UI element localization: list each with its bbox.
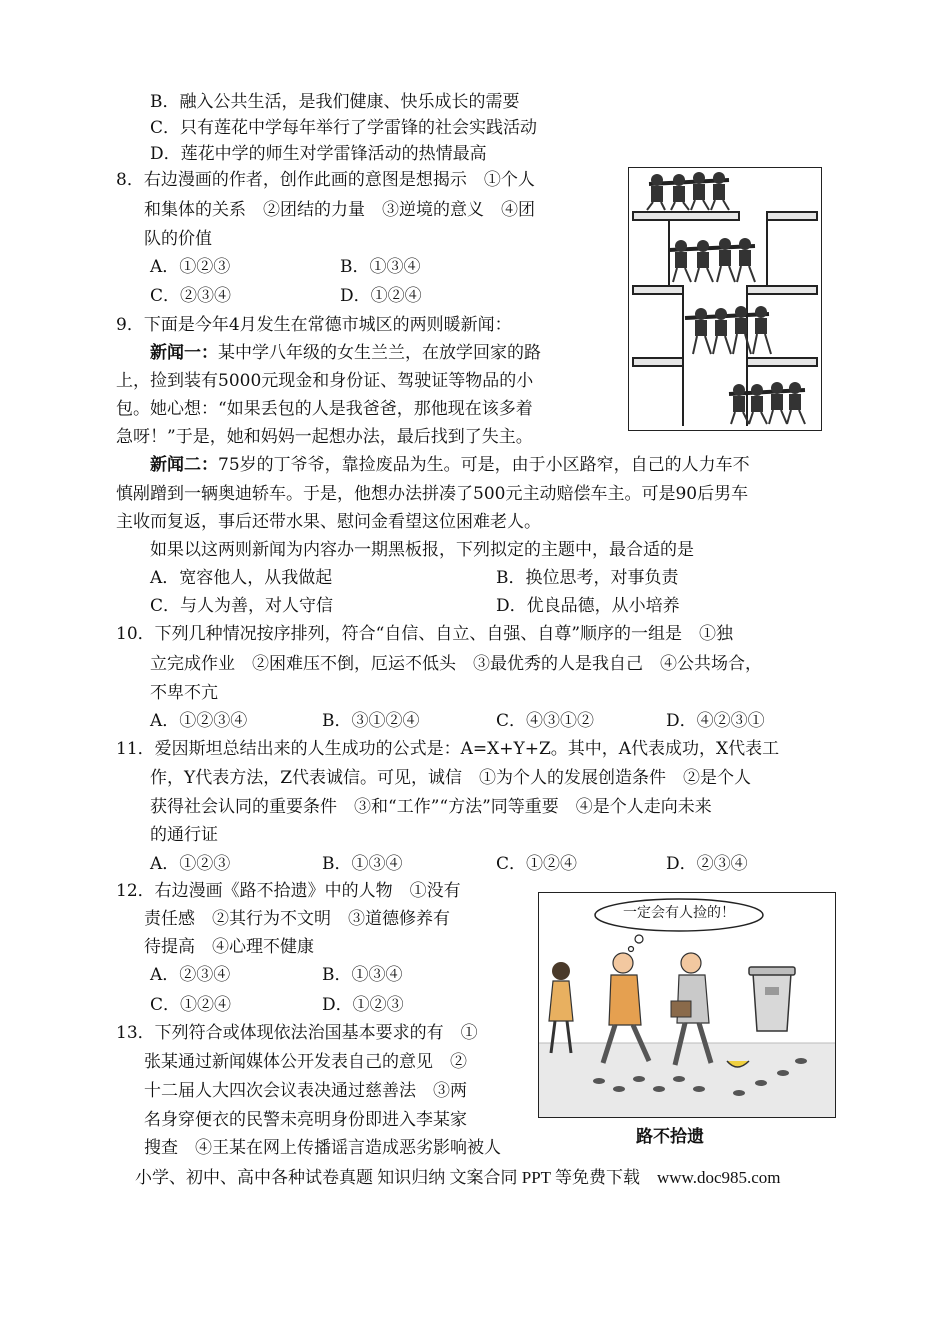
q8-option-a: A．①②③ — [150, 257, 231, 277]
q9-option-c: C．与人为善，对人守信 — [150, 596, 334, 616]
q7-option-b: B．融入公共生活，是我们健康、快乐成长的需要 — [150, 92, 520, 112]
q12-option-c: C．①②④ — [150, 995, 232, 1015]
q9-news2-line2: 慎剐蹭到一辆奥迪轿车。于是，他想办法拼凑了500元主动赔偿车主。可是90后男车 — [116, 484, 749, 504]
q9-news1-line3: 包。她心想：“如果丢包的人是我爸爸，那他现在该多着 — [116, 399, 533, 419]
q10-option-b: B．③①②④ — [322, 711, 420, 731]
q11-option-c: C．①②④ — [496, 854, 578, 874]
q9-news1-line1 — [150, 340, 541, 366]
q13-stem-line4: 名身穿便衣的民警未亮明身份即进入李某家 — [144, 1110, 467, 1130]
q8-option-b: B．①③④ — [340, 257, 421, 277]
q9-news2-line3: 主收而复返，事后还带水果、慰问金看望这位困难老人。 — [116, 512, 541, 532]
q8-stem-line1: 8．右边漫画的作者，创作此画的意图是想揭示 ①个人 — [116, 170, 535, 190]
q13-stem-line1: 13．下列符合或体现依法治国基本要求的有 ① — [116, 1023, 478, 1043]
q9-news1-line4: 急呀！”于是，她和妈妈一起想办法，最后找到了失主。 — [116, 427, 533, 447]
q11-stem-line3: 获得社会认同的重要条件 ③和“工作”“方法”同等重要 ④是个人走向未来 — [150, 797, 712, 817]
q10-stem-line1: 10．下列几种情况按序排列，符合“自信、自立、自强、自尊”顺序的一组是 ①独 — [116, 624, 734, 644]
q13-stem-line2: 张某通过新闻媒体公开发表自己的意见 ② — [144, 1052, 467, 1072]
q11-option-a: A．①②③ — [150, 854, 231, 874]
page-footer: 小学、初中、高中各种试卷真题 知识归纳 文案合同 PPT 等免费下载 www.doc985.com — [135, 1168, 781, 1187]
q9-news1-line2: 上，捡到装有5000元现金和身份证、驾驶证等物品的小 — [116, 371, 534, 391]
q7-option-c: C．只有莲花中学每年举行了学雷锋的社会实践活动 — [150, 118, 538, 138]
lubushiyi-cartoon — [538, 892, 836, 1118]
q9-news1-label: 新闻一： — [150, 343, 218, 363]
q11-stem-line2: 作，Y代表方法，Z代表诚信。可见，诚信 ①为个人的发展创造条件 ②是个人 — [150, 768, 752, 788]
q7-option-d: D．莲花中学的师生对学雷锋活动的热情最高 — [150, 144, 487, 164]
q10-option-a: A．①②③④ — [150, 711, 248, 731]
q8-stem-line2: 和集体的关系 ②团结的力量 ③逆境的意义 ④团 — [144, 200, 535, 220]
lubushiyi-cartoon-drawing — [539, 893, 835, 1117]
q10-stem-line3: 不卑不亢 — [150, 683, 218, 703]
q9-option-d: D．优良品德，从小培养 — [496, 596, 680, 616]
q12-option-a: A．②③④ — [150, 965, 231, 985]
q10-option-c: C．④③①② — [496, 711, 595, 731]
q12-stem-line3: 待提高 ④心理不健康 — [144, 937, 314, 957]
q13-stem-line5: 搜查 ④王某在网上传播谣言造成恶劣影响被人 — [144, 1138, 501, 1158]
q11-stem-line1: 11．爱因斯坦总结出来的人生成功的公式是：A=X+Y+Z。其中，A代表成功，X代表工 — [116, 739, 780, 759]
q11-option-d: D．②③④ — [666, 854, 748, 874]
q9-stem: 9．下面是今年4月发生在常德市城区的两则暖新闻： — [116, 315, 512, 335]
q12-option-d: D．①②③ — [322, 995, 404, 1015]
q9-question: 如果以这两则新闻为内容办一期黑板报，下列拟定的主题中，最合适的是 — [150, 540, 694, 560]
q9-news2-line1 — [150, 452, 750, 478]
q11-stem-line4: 的通行证 — [150, 825, 218, 845]
q9-option-b: B．换位思考，对事负责 — [496, 568, 679, 588]
q12-stem-line2: 责任感 ②其行为不文明 ③道德修养有 — [144, 909, 450, 929]
q12-option-b: B．①③④ — [322, 965, 403, 985]
q12-stem-line1: 12．右边漫画《路不拾遗》中的人物 ①没有 — [116, 881, 461, 901]
teamwork-cartoon-drawing — [629, 168, 821, 430]
q9-news1-text1: 某中学八年级的女生兰兰，在放学回家的路 — [218, 343, 541, 363]
q9-news2-label: 新闻二： — [150, 455, 218, 475]
q8-option-d: D．①②④ — [340, 286, 422, 306]
q11-option-b: B．①③④ — [322, 854, 403, 874]
q8-option-c: C．②③④ — [150, 286, 232, 306]
q13-stem-line3: 十二届人大四次会议表决通过慈善法 ③两 — [144, 1081, 467, 1101]
q10-stem-line2: 立完成作业 ②困难压不倒，厄运不低头 ③最优秀的人是我自己 ④公共场合， — [150, 654, 762, 674]
teamwork-cartoon — [628, 167, 822, 431]
q9-news2-text1: 75岁的丁爷爷，靠捡废品为生。可是，由于小区路窄，自己的人力车不 — [218, 455, 750, 475]
cartoon-caption: 路不拾遗 — [636, 1127, 704, 1147]
q10-option-d: D．④②③① — [666, 711, 765, 731]
q9-option-a: A．宽容他人，从我做起 — [150, 568, 333, 588]
speech-bubble-text: 一定会有人捡的！ — [623, 905, 735, 921]
q8-stem-line3: 队的价值 — [144, 229, 212, 249]
